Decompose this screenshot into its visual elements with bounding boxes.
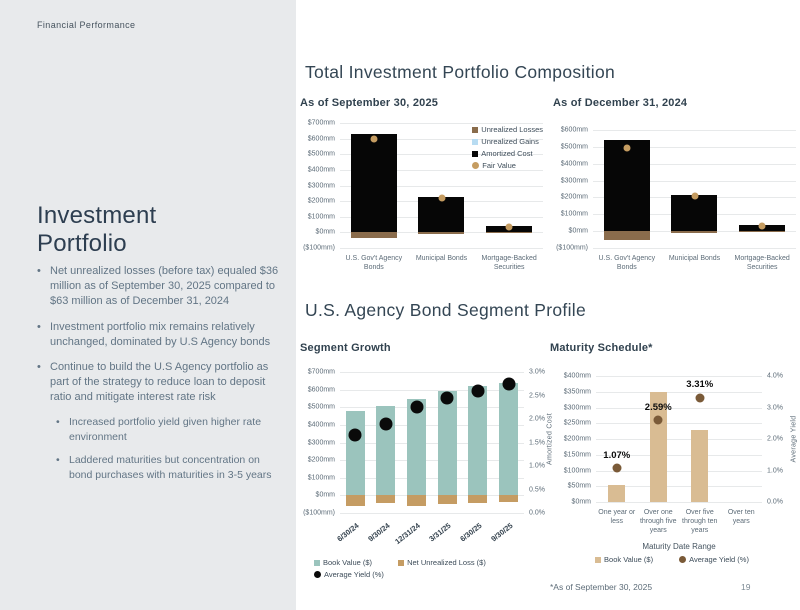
sq-marker <box>472 139 478 145</box>
legend-label: Unrealized Gains <box>481 137 539 146</box>
chart-canvas <box>300 119 543 272</box>
gridline <box>340 390 524 391</box>
bar-net-unrealized-loss <box>346 495 365 506</box>
right-tick-label: 1.0% <box>529 462 545 470</box>
y-tick-label: $150mm <box>563 451 591 459</box>
right-axis-ticks <box>762 372 788 506</box>
sq-marker <box>595 557 601 563</box>
bar-book-value <box>468 386 487 495</box>
x-axis-labels <box>340 254 543 272</box>
bar-book-value <box>691 430 708 502</box>
gridline <box>340 460 524 461</box>
gridline <box>596 502 762 503</box>
gridline <box>596 408 762 409</box>
chart-body <box>544 372 800 506</box>
y-tick-label: ($100mm) <box>303 244 335 252</box>
x-label: Mortgage-Backed Securities <box>481 255 537 272</box>
y-tick-label: $350mm <box>563 388 591 396</box>
legend-label: Average Yield (%) <box>324 570 384 579</box>
chart-body <box>553 126 796 252</box>
right-tick-label: 3.0% <box>767 404 783 411</box>
dot-marker <box>314 571 321 578</box>
gridline <box>340 443 524 444</box>
bar-unrealized-losses <box>418 232 464 234</box>
bullet-list <box>37 264 279 491</box>
chart-subtitle: Maturity Schedule* <box>550 342 653 354</box>
bullet-item: • Investment portfolio mix remains relatively unchanged, dominated by U.S Agency bonds <box>37 320 279 350</box>
left-axis-title-text: Amortized Cost <box>546 412 554 466</box>
y-axis-ticks <box>300 368 340 517</box>
gridline <box>596 392 762 393</box>
left-axis-title <box>544 376 556 502</box>
y-tick-label: $600mm <box>307 386 335 394</box>
gridline <box>340 495 524 496</box>
bar-net-unrealized-loss <box>407 495 426 506</box>
y-tick-label: ($100mm) <box>556 244 588 252</box>
bar-net-unrealized-loss <box>468 495 487 503</box>
right-tick-label: 4.0% <box>767 372 783 380</box>
plot-area <box>340 123 543 248</box>
y-tick-label: $400mm <box>307 166 335 174</box>
bar-amortized-cost <box>604 140 650 231</box>
legend-item <box>314 558 372 567</box>
gridline <box>596 439 762 440</box>
bar-book-value <box>608 485 625 502</box>
gridline <box>340 425 524 426</box>
dot-fair-value <box>438 194 445 201</box>
bar-net-unrealized-loss <box>376 495 395 503</box>
legend-item <box>679 555 749 564</box>
y-tick-label: $300mm <box>563 404 591 411</box>
y-tick-label: $100mm <box>560 210 588 218</box>
section-title-composition: Total Investment Portfolio Composition <box>305 62 616 82</box>
y-tick-label: $100mm <box>307 213 335 221</box>
plot-area <box>593 130 796 248</box>
gridline <box>340 513 524 514</box>
dot-average-yield <box>472 384 485 397</box>
y-axis-ticks <box>553 126 593 252</box>
y-tick-label: $500mm <box>307 403 335 411</box>
x-label: Over ten years <box>727 509 755 526</box>
x-axis-labels <box>596 508 762 535</box>
y-axis-ticks <box>556 372 596 506</box>
right-tick-label: 2.5% <box>529 392 545 399</box>
chart-maturity-schedule <box>544 342 800 567</box>
y-tick-label: ($100mm) <box>303 509 335 517</box>
footnote: *As of September 30, 2025 <box>550 582 653 592</box>
gridline <box>340 478 524 479</box>
y-tick-label: $400mm <box>560 160 588 168</box>
right-tick-label: 0.0% <box>767 498 783 506</box>
x-label: Over one through five years <box>639 509 677 535</box>
dot-average-yield <box>349 429 362 442</box>
y-tick-label: $500mm <box>560 143 588 151</box>
chart-body <box>300 119 543 252</box>
gridline <box>596 376 762 377</box>
chart-canvas <box>553 123 796 272</box>
chart-canvas <box>544 368 800 567</box>
right-axis-title <box>788 376 800 502</box>
dot-average-yield <box>441 391 454 404</box>
right-tick-label: 0.0% <box>529 509 545 517</box>
sq-marker <box>472 127 478 133</box>
bar-unrealized-losses <box>739 231 785 232</box>
gridline <box>596 471 762 472</box>
x-label: U.S. Gov't Agency Bonds <box>345 255 403 272</box>
dot-average-yield <box>502 377 515 390</box>
x-label: 3/31/25 <box>427 521 453 544</box>
y-tick-label: $300mm <box>307 182 335 189</box>
dot-fair-value <box>691 192 698 199</box>
gridline <box>340 248 543 249</box>
legend <box>314 558 546 582</box>
bar-amortized-cost <box>418 197 464 232</box>
y-tick-label: $0mm <box>571 498 591 506</box>
y-tick-label: $200mm <box>307 456 335 464</box>
bar-unrealized-losses <box>486 232 532 233</box>
y-tick-label: $600mm <box>560 126 588 134</box>
right-axis-title-text: Average Yield <box>790 415 798 463</box>
y-tick-label: $500mm <box>307 150 335 158</box>
legend-item <box>472 149 543 158</box>
y-tick-label: $200mm <box>307 197 335 205</box>
chart-subtitle: As of December 31, 2024 <box>553 97 688 109</box>
x-label: 12/31/24 <box>393 521 423 547</box>
dot-marker <box>472 162 479 169</box>
page-number: 19 <box>741 582 751 592</box>
legend-label: Amortized Cost <box>481 149 533 158</box>
legend-item <box>472 137 543 146</box>
x-axis-labels <box>335 517 524 550</box>
bullet-subitem: • Laddered maturities but concentration on bond purchases with maturities in 3-5 years <box>56 453 279 482</box>
bar-amortized-cost <box>351 134 397 232</box>
bar-book-value <box>499 383 518 496</box>
bar-unrealized-losses <box>604 231 650 240</box>
legend-label: Net Unrealized Loss ($) <box>407 558 486 567</box>
right-tick-label: 0.5% <box>529 486 545 493</box>
chart-segment-growth <box>300 342 550 582</box>
bar-unrealized-losses <box>351 232 397 238</box>
y-tick-label: $50mm <box>567 482 591 490</box>
chart-canvas <box>300 368 550 582</box>
sq-marker <box>314 560 320 566</box>
dot-average-yield <box>380 417 393 430</box>
y-tick-label: $400mm <box>563 372 591 380</box>
legend-label: Fair Value <box>482 161 516 170</box>
gridline <box>593 248 796 249</box>
right-tick-label: 2.0% <box>529 415 545 423</box>
x-label: 6/30/24 <box>335 521 361 544</box>
legend-item <box>472 161 543 170</box>
right-tick-label: 2.0% <box>767 435 783 443</box>
dot-average-yield <box>410 401 423 414</box>
legend-label: Average Yield (%) <box>689 555 749 565</box>
y-tick-label: $300mm <box>560 177 588 185</box>
right-tick-label: 3.0% <box>529 368 545 376</box>
x-label: U.S. Gov't Agency Bonds <box>598 255 656 272</box>
legend-label: Book Value ($) <box>323 558 373 567</box>
dot-value-label: 2.59% <box>644 401 672 413</box>
bullet-subitem: • Increased portfolio yield given higher rate environment <box>56 415 279 444</box>
y-tick-label: $0mm <box>568 227 588 235</box>
gridline <box>340 372 524 373</box>
sq-marker <box>472 151 478 157</box>
chart-subtitle: Segment Growth <box>300 342 391 354</box>
legend-label: Book Value ($) <box>604 555 654 565</box>
bullet-item: • Net unrealized losses (before tax) equaled $36 million as of September 30, 2025 compared to $63 million as of December 31, 2024 <box>37 264 279 310</box>
gridline <box>596 423 762 424</box>
legend-item <box>314 570 384 579</box>
y-tick-label: $600mm <box>307 135 335 143</box>
gridline <box>340 407 524 408</box>
y-tick-label: $100mm <box>307 474 335 482</box>
legend <box>544 555 800 567</box>
y-tick-label: $400mm <box>307 421 335 429</box>
y-tick-label: $200mm <box>560 193 588 201</box>
dot-average-yield <box>612 464 621 473</box>
x-label: Municipal Bonds <box>668 255 721 262</box>
dot-marker <box>679 556 686 563</box>
x-label: Municipal Bonds <box>415 255 468 262</box>
bar-book-value <box>438 391 457 495</box>
dot-fair-value <box>506 223 513 230</box>
legend-item <box>595 555 653 564</box>
bar-net-unrealized-loss <box>499 495 518 501</box>
gridline <box>340 123 543 124</box>
x-axis-title: Maturity Date Range <box>642 542 716 552</box>
x-axis-labels <box>593 254 796 272</box>
legend <box>472 125 543 173</box>
dot-average-yield <box>654 416 663 425</box>
dot-value-label: 3.31% <box>686 379 714 391</box>
dot-fair-value <box>370 135 377 142</box>
chart-composition-sep-2025 <box>300 97 543 272</box>
y-tick-label: $0mm <box>315 491 335 499</box>
y-tick-label: $700mm <box>307 368 335 376</box>
right-tick-label: 1.0% <box>767 467 783 474</box>
legend-item <box>398 558 486 567</box>
bar-net-unrealized-loss <box>438 495 457 504</box>
dot-average-yield <box>695 393 704 402</box>
y-tick-label: $100mm <box>563 467 591 474</box>
sq-marker <box>398 560 404 566</box>
chart-subtitle: As of September 30, 2025 <box>300 97 439 109</box>
y-axis-ticks <box>300 119 340 252</box>
bar-unrealized-losses <box>671 231 717 233</box>
chart-body <box>300 368 550 517</box>
section-title-agency-segment: U.S. Agency Bond Segment Profile <box>305 300 587 320</box>
bar-book-value <box>346 411 365 496</box>
x-label: 6/30/25 <box>458 521 484 544</box>
bar-amortized-cost <box>671 195 717 231</box>
legend-label: Unrealized Losses <box>481 125 543 134</box>
chart-composition-dec-2024 <box>553 97 796 272</box>
dot-fair-value <box>759 223 766 230</box>
x-label: One year or less <box>598 509 636 526</box>
y-tick-label: $200mm <box>563 435 591 443</box>
y-tick-label: $700mm <box>307 119 335 127</box>
x-label: Over five through ten years <box>682 509 718 535</box>
plot-area <box>596 376 762 502</box>
bullet-item: • Continue to build the U.S Agency portfolio as part of the strategy to reduce loan to deposit ratio and mitigate interest rate risk <box>37 360 279 406</box>
x-label: 9/30/24 <box>366 521 392 544</box>
right-tick-label: 1.5% <box>529 439 545 446</box>
dot-value-label: 1.07% <box>603 449 631 461</box>
legend-item <box>472 125 543 134</box>
y-tick-label: $0mm <box>315 228 335 236</box>
plot-area <box>340 372 524 513</box>
dot-fair-value <box>623 144 630 151</box>
x-label: Mortgage-Backed Securities <box>734 255 790 272</box>
y-tick-label: $300mm <box>307 439 335 446</box>
y-tick-label: $250mm <box>563 419 591 427</box>
page-title: Investment Portfolio <box>37 202 157 258</box>
eyebrow-label: Financial Performance <box>37 20 136 30</box>
x-label: 9/30/25 <box>488 521 515 544</box>
gridline <box>593 130 796 131</box>
